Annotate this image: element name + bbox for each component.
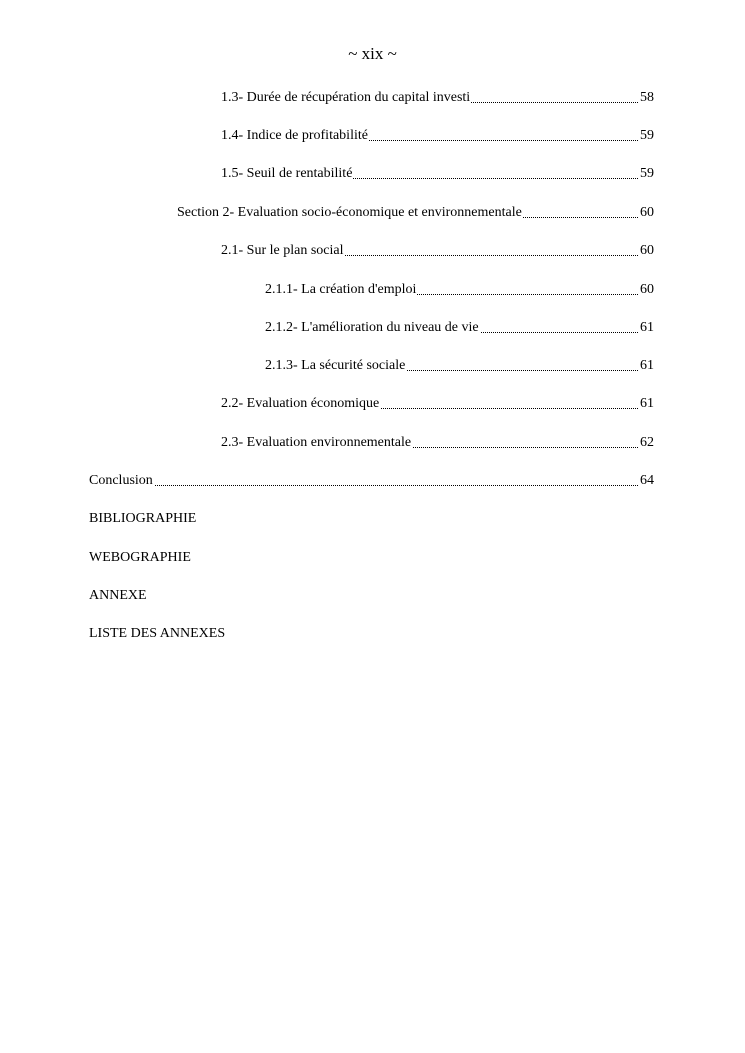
- toc-entry-page: 59: [639, 126, 654, 146]
- toc-entry-label: Section 2- Evaluation socio-économique et environnementale: [177, 203, 523, 223]
- toc-entry[interactable]: [221, 394, 654, 414]
- toc-entry-label: 2.3- Evaluation environnementale: [221, 433, 412, 453]
- toc-entry-label: 2.1- Sur le plan social: [221, 241, 344, 261]
- dot-leader: [89, 485, 654, 486]
- toc-entry-label: 1.5- Seuil de rentabilité: [221, 164, 353, 184]
- toc-entry[interactable]: [89, 471, 654, 491]
- toc-entry-page: 61: [639, 356, 654, 376]
- toc-entry[interactable]: [221, 241, 654, 261]
- back-matter-item[interactable]: BIBLIOGRAPHIE: [89, 511, 197, 526]
- toc-entry-page: 59: [639, 164, 654, 184]
- toc-entry-page: 61: [639, 394, 654, 414]
- toc-entry-label: 2.2- Evaluation économique: [221, 394, 380, 414]
- toc-entry[interactable]: [221, 433, 654, 453]
- toc-entry-page: 60: [639, 280, 654, 300]
- toc-entry[interactable]: [265, 318, 654, 338]
- toc-entry-label: 2.1.1- La création d'emploi: [265, 280, 417, 300]
- toc-entry-label: 2.1.2- L'amélioration du niveau de vie: [265, 318, 480, 338]
- toc-entry[interactable]: [221, 126, 654, 146]
- toc-entry-label: Conclusion: [89, 471, 154, 491]
- toc-entry-page: 58: [639, 88, 654, 108]
- back-matter-item[interactable]: ANNEXE: [89, 588, 147, 603]
- toc-entry-page: 60: [639, 203, 654, 223]
- toc-entry-label: 1.4- Indice de profitabilité: [221, 126, 369, 146]
- toc-entry[interactable]: [221, 88, 654, 108]
- back-matter-item[interactable]: WEBOGRAPHIE: [89, 550, 191, 565]
- toc-entry-page: 61: [639, 318, 654, 338]
- toc-entry-page: 62: [639, 433, 654, 453]
- toc-entry-page: 64: [639, 471, 654, 491]
- toc-entry[interactable]: [177, 203, 654, 223]
- toc-entry[interactable]: [265, 356, 654, 376]
- page-number: ~ xix ~: [348, 44, 397, 63]
- toc-entry-page: 60: [639, 241, 654, 261]
- toc-entry[interactable]: [265, 280, 654, 300]
- back-matter-item[interactable]: LISTE DES ANNEXES: [89, 626, 226, 641]
- toc-entry[interactable]: [221, 164, 654, 184]
- toc-entry-label: 2.1.3- La sécurité sociale: [265, 356, 406, 376]
- toc-entry-label: 1.3- Durée de récupération du capital investi: [221, 88, 471, 108]
